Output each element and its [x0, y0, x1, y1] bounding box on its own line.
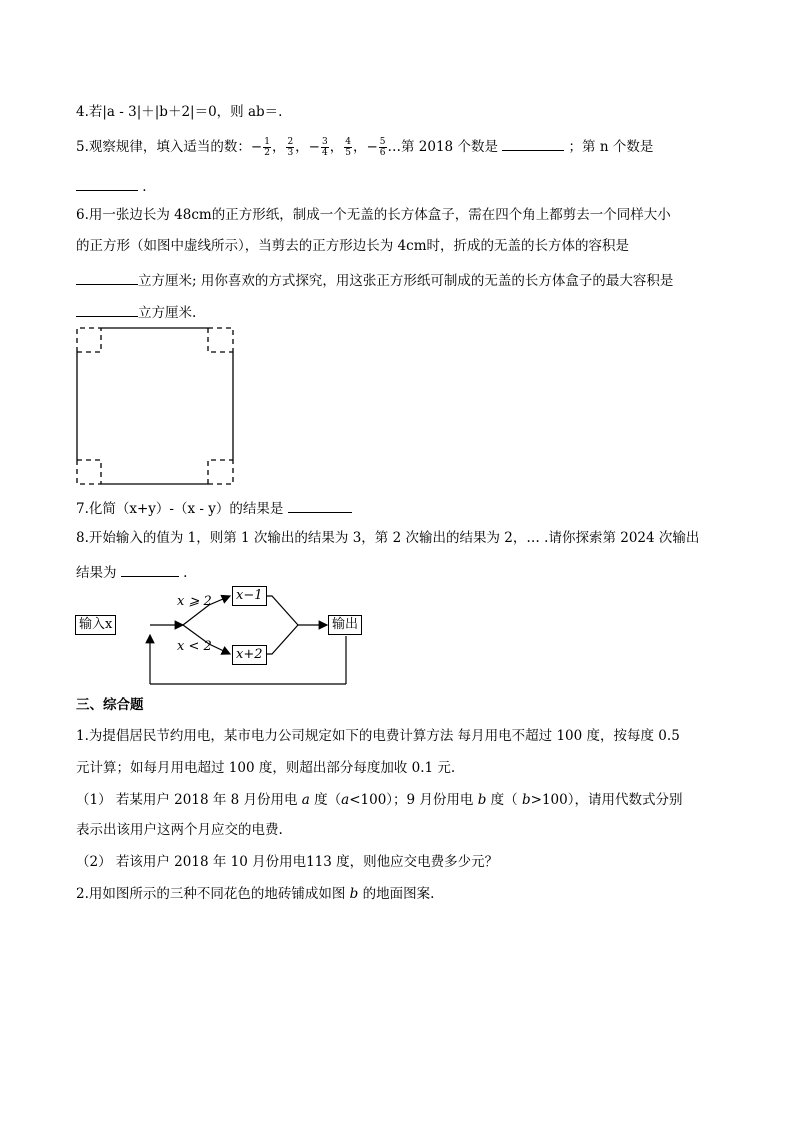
flow-cond-bottom: x < 2 [177, 639, 212, 654]
problem-1-sub-2: （2） 若该用户 2018 年 10 月份用电113 度，则他应交电费多少元？ [76, 854, 499, 870]
q5-fraction-numerator: 3 [321, 137, 328, 147]
problem-1-line-1: 1.为提倡居民节约用电，某市电力公司规定如下的电费计算方法 每月用电不超过 100 度，按每度 0.5 [76, 728, 680, 744]
q5-part1: 第 2018 个数是 [401, 139, 498, 155]
question-6-line-1: 6.用一张边长为 48cm的正方形纸，制成一个无盖的长方体盒子，需在四个角上都剪去一个同样大小 [76, 207, 671, 223]
q5-fraction-denominator: 5 [345, 148, 351, 158]
p1-sub1-c: <100）；9 月份用电 [349, 792, 478, 808]
q5-term-sign: − [366, 139, 378, 155]
q8-line2-text: 结果为 [76, 565, 117, 581]
q5-fraction-denominator: 6 [379, 148, 386, 158]
section-3-title: 三、综合题 [76, 697, 144, 713]
p1-sub1-d: 度（ [486, 792, 522, 808]
p2-text-a: 2.用如图所示的三种不同花色的地砖铺成如图 [76, 886, 350, 902]
q5-ellipsis: … [387, 139, 401, 155]
q5-prefix: 5.观察规律，填入适当的数： [76, 139, 251, 155]
p1-sub1-e: >100），请用代数式分别 [530, 792, 683, 808]
q5-fraction-numerator: 2 [287, 137, 294, 147]
var-b-2: b [521, 792, 531, 808]
problem-1-sub-1-line-2: 表示出该用户这两个月应交的电费. [76, 822, 283, 838]
q5-separator: ， [329, 139, 344, 155]
problem-1-sub-1 [76, 790, 682, 810]
q6-line4-text: 立方厘米. [138, 305, 197, 321]
q8-end: . [183, 565, 188, 581]
q5-term-sign: − [308, 139, 320, 155]
problem-2 [76, 884, 434, 904]
q5-fraction-denominator: 3 [287, 148, 294, 158]
flow-op-top-box: x−1 [232, 586, 267, 606]
var-b-figure: b [349, 886, 359, 902]
flow-output-box: 输出 [328, 615, 362, 635]
p1-sub1-a: （1） 若某用户 2018 年 8 月份用电 [76, 792, 302, 808]
q6-line3-text: 立方厘米; 用你喜欢的方式探究，用这张正方形纸可制成的无盖的长方体盒子的最大容积是 [138, 273, 674, 289]
flow-cond-top: x ⩾ 2 [177, 594, 212, 609]
var-a: a [301, 792, 310, 808]
q5-separator: ， [295, 139, 309, 155]
problem-1-line-2: 元计算；如每月用电超过 100 度，则超出部分每度加收 0.1 元. [76, 760, 456, 776]
p2-text-b: 的地面图案. [358, 886, 435, 902]
q5-part2: ；第 n 个数是 [568, 139, 654, 155]
question-6-line-2: 的正方形（如图中虚线所示），当剪去的正方形边长为 4cm时，折成的无盖的长方体的容积是 [76, 238, 629, 254]
q5-fraction-numerator: 5 [379, 137, 386, 147]
q5-separator: ， [352, 139, 367, 155]
question-8-line-1: 8.开始输入的值为 1，则第 1 次输出的结果为 3，第 2 次输出的结果为 2，… .请你探索第 2024 次输出 [76, 530, 700, 546]
p1-sub1-b: 度（ [309, 792, 342, 808]
q7-text: 7.化简（x+y）-（x - y）的结果是 [76, 501, 284, 517]
q5-fraction-denominator: 2 [264, 148, 270, 158]
q5-separator: ， [271, 139, 286, 155]
flow-op-bottom-box: x+2 [232, 645, 267, 665]
q5-fraction-numerator: 1 [264, 137, 270, 147]
q5-fraction-denominator: 4 [321, 148, 328, 158]
q5-term-sign: − [250, 139, 263, 155]
q5-fraction-numerator: 4 [345, 137, 351, 147]
question-4: 4.若|a - 3|＋|b＋2|＝0，则 ab＝. [76, 104, 283, 120]
flow-input-box: 输入x [75, 615, 116, 635]
q5-end: . [142, 179, 147, 195]
var-a-2: a [341, 792, 350, 808]
var-b: b [477, 792, 487, 808]
